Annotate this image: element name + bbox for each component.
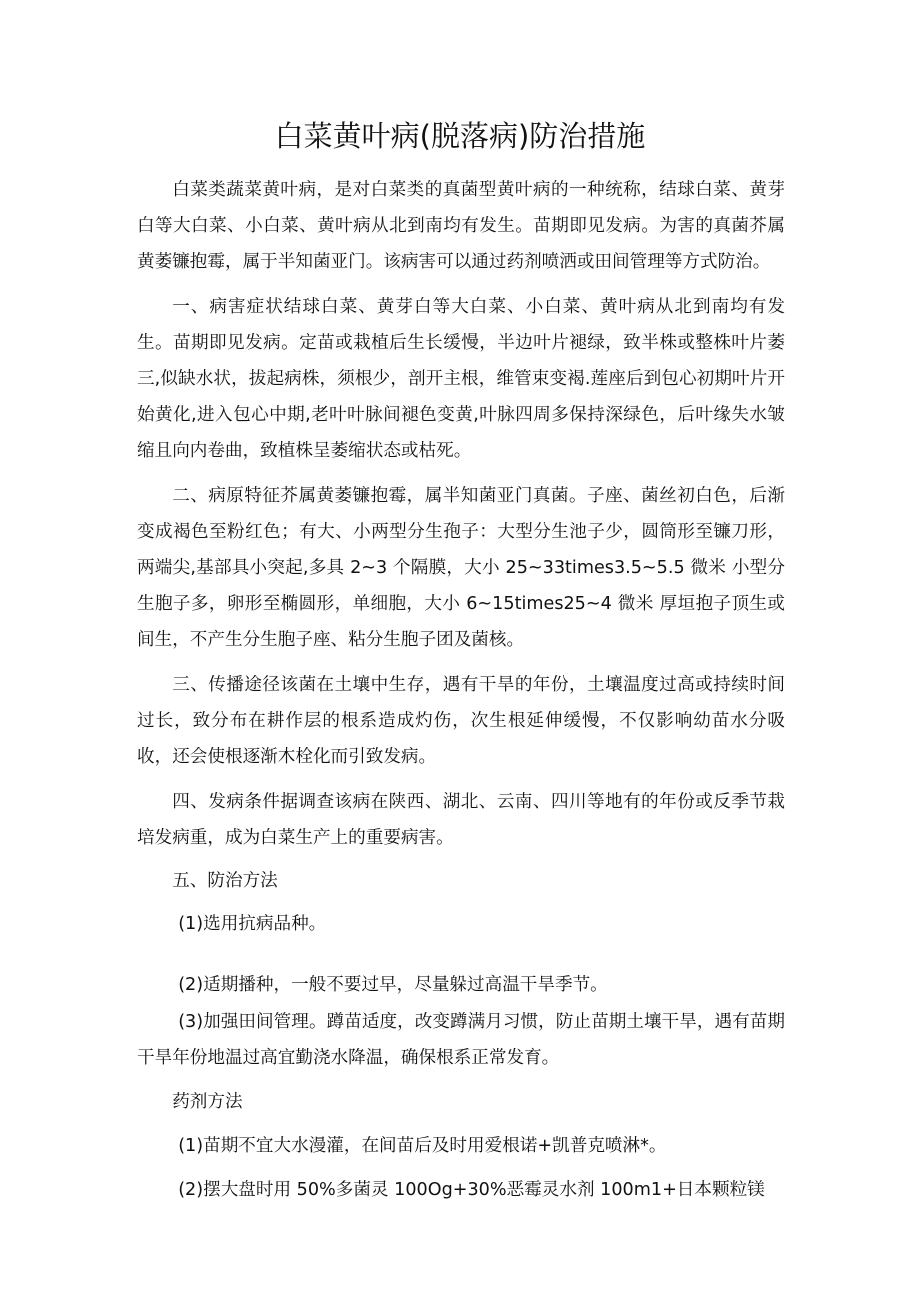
intro-paragraph: 白菜类蔬菜黄叶病，是对白菜类的真菌型黄叶病的一种统称，结球白菜、黄芽白等大白菜、小白菜、黄叶病从北到南均有发生。苗期即见发病。为害的真菌芥属黄萎镰抱霉，属于半知菌亚门。该病害可以通过药剂喷洒或田间管理等方式防治。 [137,180,785,272]
pathogen-paragraph: 二、病原特征芥属黄萎镰抱霉，属半知菌亚门真菌。子座、菌丝初白色，后渐变成褐色至粉红色；有大、小两型分生孢子：大型分生池子少，圆筒形至镰刀形，两端尖,基部具小突起,多具 2~3 个隔膜，大小 25~33times3.5~5.5 微米 小型分生胞子多，卵形至椭圆形，单细胞，大小 6~15times25~4 微米 厚垣抱子顶生或间生，不产生分生胞子座、粘分生胞子团及菌核。 [137,486,785,650]
control-item-3-rest: 旱年份地温过高宜勤浇水降温，确保根系正常发育。 [154,1048,560,1068]
page-title: 白菜黄叶病(脱落病)防治措施 [274,119,646,153]
drug-methods-heading: 药剂方法 [172,1092,243,1112]
document-body [137,172,785,1208]
drug-item-2: (2)摆大盘时用 50%多菌灵 100Og+30%恶霉灵水剂 100m1+日本颗粒镁 [178,1180,765,1200]
transmission-paragraph: 三、传播途径该菌在土壤中生存，遇有干旱的年份，土壤温度过高或持续时间过长，致分布在耕作层的根系造成灼伤，次生根延伸缓慢，不仅影响幼苗水分吸收，还会使根逐渐木栓化而引致发病。 [137,675,785,767]
control-item-2: (2)适期播种，一般不要过早，尽量躲过高温干旱季节。 [178,975,608,995]
control-item-3 [137,1004,785,1076]
symptoms-paragraph: 一、病害症状结球白菜、黄芽白等大白菜、小白菜、黄叶病从北到南均有发生。苗期即见发病。定苗或栽植后生长缓慢，半边叶片褪绿，致半株或整株叶片萎三,似缺水状，拔起病株，须根少，剖开主根，维管束变褐.莲座后到包心初期叶片开始黄化,进入包心中期,老叶叶脉间褪色变黄,叶脉四周多保持深绿色，后叶缘失水皱缩且向内卷曲，致植株呈萎缩状态或枯死。 [137,297,785,461]
control-item-1: (1)选用抗病品种。 [178,914,327,934]
conditions-paragraph: 四、发病条件据调查该病在陕西、湖北、云南、四川等地有的年份或反季节栽培发病重，成为白菜生产上的重要病害。 [137,792,785,848]
control-methods-heading: 五、防治方法 [172,871,278,891]
control-item-3-lead: (3)加强田间管理。蹲苗适度，改变蹲满月习惯，防止苗期土壤干旱，遇有苗期干 [137,1012,785,1068]
drug-item-1: (1)苗期不宜大水漫灌，在间苗后及时用爱根诺+凯普克喷淋*。 [178,1136,667,1156]
